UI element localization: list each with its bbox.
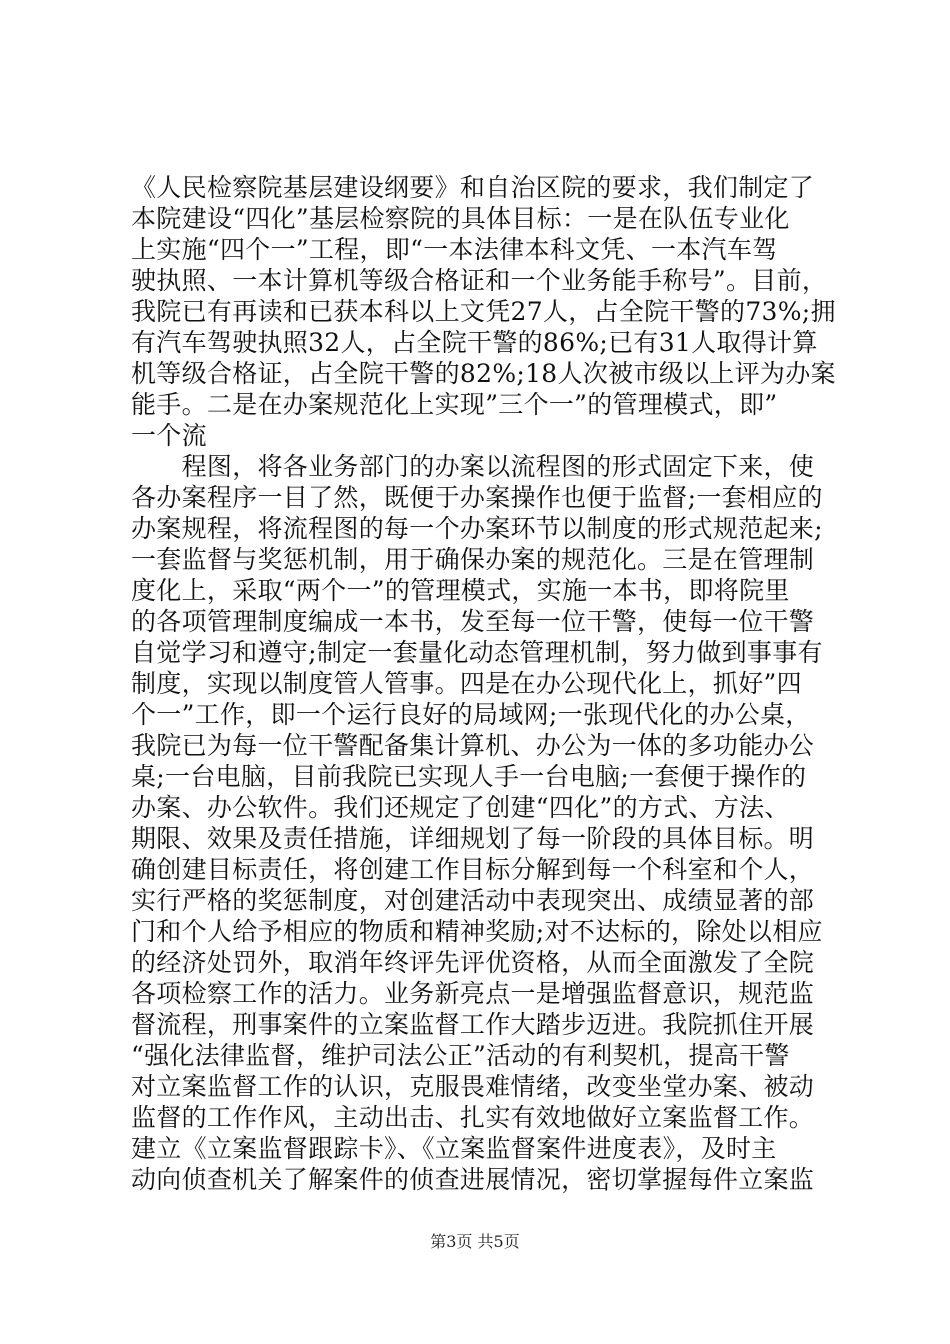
text-line: 驶执照、一本计算机等级合格证和一个业务能手称号”。目前， <box>131 266 828 295</box>
text-line: 一个流 <box>131 421 207 450</box>
text-line: 监督的工作作风，主动出击、扎实有效地做好立案监督工作。 <box>131 1103 815 1132</box>
text-line: 办案、办公软件。我们还规定了创建“四化”的方式、方法、 <box>131 793 790 822</box>
text-line: 制度，实现以制度管人管事。四是在办公现代化上，抓好”四 <box>131 669 802 698</box>
text-line: 的各项管理制度编成一本书，发至每一位干警，使每一位干警 <box>131 607 815 636</box>
text-line: 上实施“四个一”工程，即“一本法律本科文凭、一本汽车驾 <box>131 235 778 264</box>
text-line: 的经济处罚外，取消年终评先评优资格，从而全面激发了全院 <box>131 948 815 977</box>
text-line: 实行严格的奖惩制度，对创建活动中表现突出、成绩显著的部 <box>131 886 815 915</box>
page-footer: 第3页 共5页 <box>430 1232 520 1251</box>
text-line: 个一”工作，即一个运行良好的局域网;一张现代化的办公桌， <box>131 700 811 729</box>
text-line: 各项检察工作的活力。业务新亮点一是增强监督意识，规范监 <box>131 979 815 1008</box>
text-line: 动向侦查机关了解案件的侦查进展情况，密切掌握每件立案监 <box>131 1165 815 1194</box>
text-line: 能手。二是在办案规范化上实现”三个一”的管理模式，即” <box>131 390 778 419</box>
text-line: 期限、效果及责任措施，详细规划了每一阶段的具体目标。明 <box>131 824 815 853</box>
text-line: “强化法律监督，维护司法公正”活动的有利契机，提高干警 <box>131 1041 790 1070</box>
text-line: 各办案程序一目了然，既便于办案操作也便于监督;一套相应的 <box>131 483 823 512</box>
text-line: 《人民检察院基层建设纲要》和自治区院的要求，我们制定了 <box>131 173 815 202</box>
text-line: 我院已有再读和已获本科以上文凭27人，占全院干警的73%;拥 <box>131 297 836 326</box>
text-line: 桌;一台电脑，目前我院已实现人手一台电脑;一套便于操作的 <box>131 762 807 791</box>
text-line: 对立案监督工作的认识，克服畏难情绪，改变坐堂办案、被动 <box>131 1072 815 1101</box>
text-line: 有汽车驾驶执照32人，占全院干警的86%;已有31人取得计算 <box>131 328 818 357</box>
text-line: 一套监督与奖惩机制，用于确保办案的规范化。三是在管理制 <box>131 545 815 574</box>
text-line: 本院建设“四化”基层检察院的具体目标：一是在队伍专业化 <box>131 204 790 233</box>
text-line: 办案规程，将流程图的每一个办案环节以制度的形式规范起来; <box>131 514 823 543</box>
body-text <box>131 172 836 1195</box>
text-line: 度化上，采取“两个一”的管理模式，实施一本书，即将院里 <box>131 576 790 605</box>
text-line: 建立《立案监督跟踪卡》、《立案监督案件进度表》，及时主 <box>131 1134 777 1163</box>
text-line: 自觉学习和遵守;制定一套量化动态管理机制，努力做到事事有 <box>131 638 823 667</box>
text-line: 门和个人给予相应的物质和精神奖励;对不达标的，除处以相应 <box>131 917 823 946</box>
text-line: 我院已为每一位干警配备集计算机、办公为一体的多功能办公 <box>131 731 815 760</box>
text-line: 机等级合格证，占全院干警的82%;18人次被市级以上评为办案 <box>131 359 836 388</box>
text-line: 确创建目标责任，将创建工作目标分解到每一个科室和个人， <box>131 855 815 884</box>
text-line: 督流程，刑事案件的立案监督工作大踏步迈进。我院抓住开展 <box>131 1010 815 1039</box>
text-line: 程图，将各业务部门的办案以流程图的形式固定下来，使 <box>131 452 815 481</box>
